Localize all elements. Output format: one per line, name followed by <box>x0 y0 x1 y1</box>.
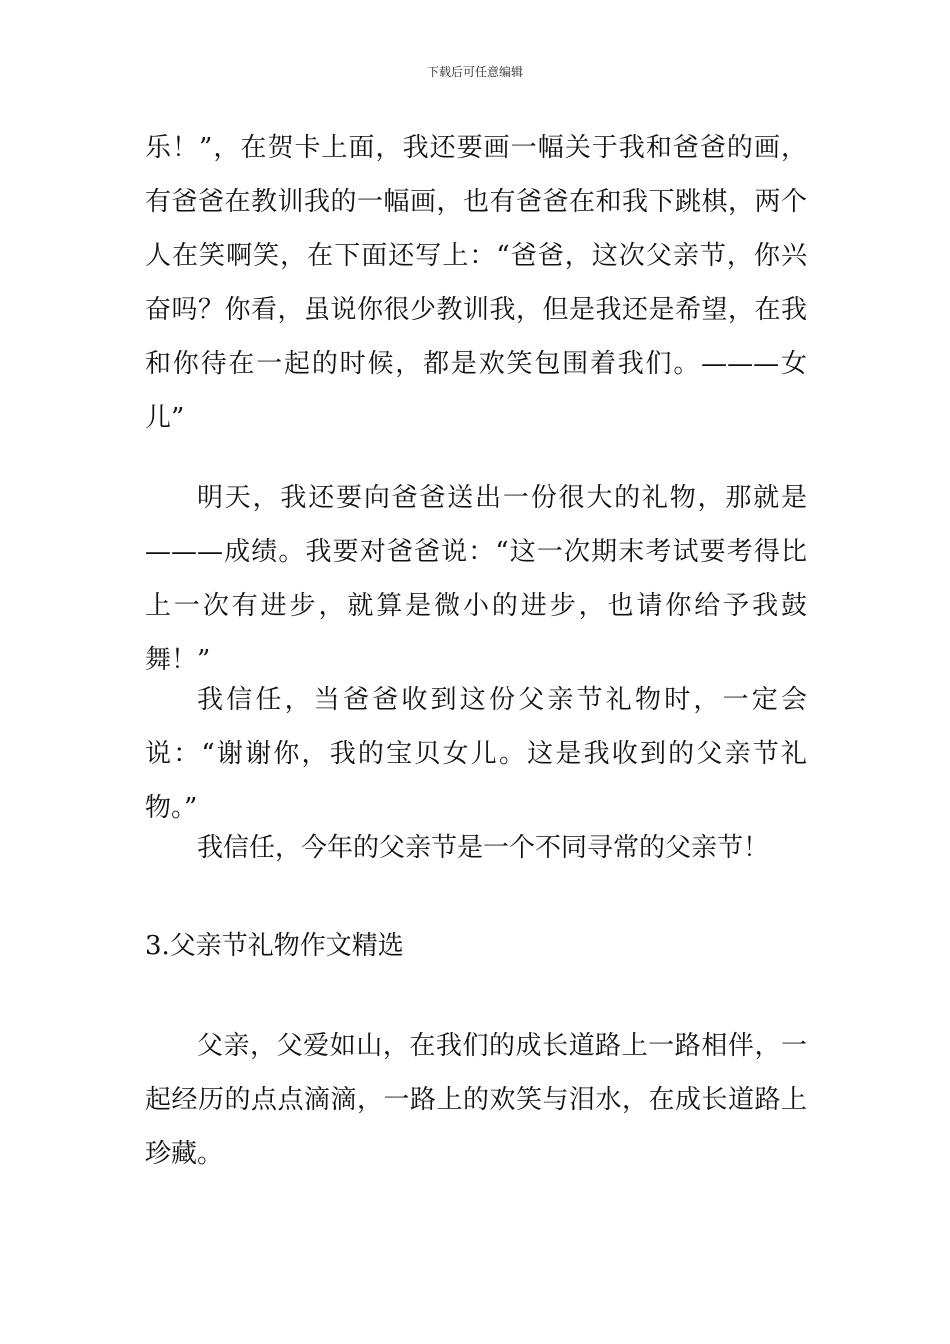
page-header: 下载后可任意编辑 <box>426 65 523 79</box>
paragraph-text: 父亲，父爱如山，在我们的成长道路上一路相伴，一起经历的点点滴滴，一路上的欢笑与泪水，在成长道路上珍藏。 <box>145 1031 807 1169</box>
paragraph-conclusion <box>145 821 807 875</box>
paragraph-text: 我信任，当爸爸收到这份父亲节礼物时，一定会说：“谢谢你，我的宝贝女儿。这是我收到的父亲节礼物。” <box>145 685 807 823</box>
paragraph-father-love <box>145 1019 807 1181</box>
paragraph-text: 乐！”，在贺卡上面，我还要画一幅关于我和爸爸的画，有爸爸在教训我的一幅画，也有爸爸在和我下跳棋，两个人在笑啊笑，在下面还写上：“爸爸，这次父亲节，你兴奋吗？你看，虽说你很少教训我，但是我还是希望，在我和你待在一起的时候，都是欢笑包围着我们。———女儿” <box>145 133 807 433</box>
paragraph-thanks <box>145 673 807 835</box>
paragraph-gift-grades <box>145 471 807 687</box>
section-heading <box>145 919 807 973</box>
paragraph-continuation <box>145 121 807 445</box>
paragraph-text: 我信任，今年的父亲节是一个不同寻常的父亲节！ <box>197 833 770 863</box>
paragraph-text: 明天，我还要向爸爸送出一份很大的礼物，那就是———成绩。我要对爸爸说：“这一次期末考试要考得比上一次有进步，就算是微小的进步，也请你给予我鼓舞！” <box>145 483 807 675</box>
section-title: 3.父亲节礼物作文精选 <box>145 931 404 961</box>
